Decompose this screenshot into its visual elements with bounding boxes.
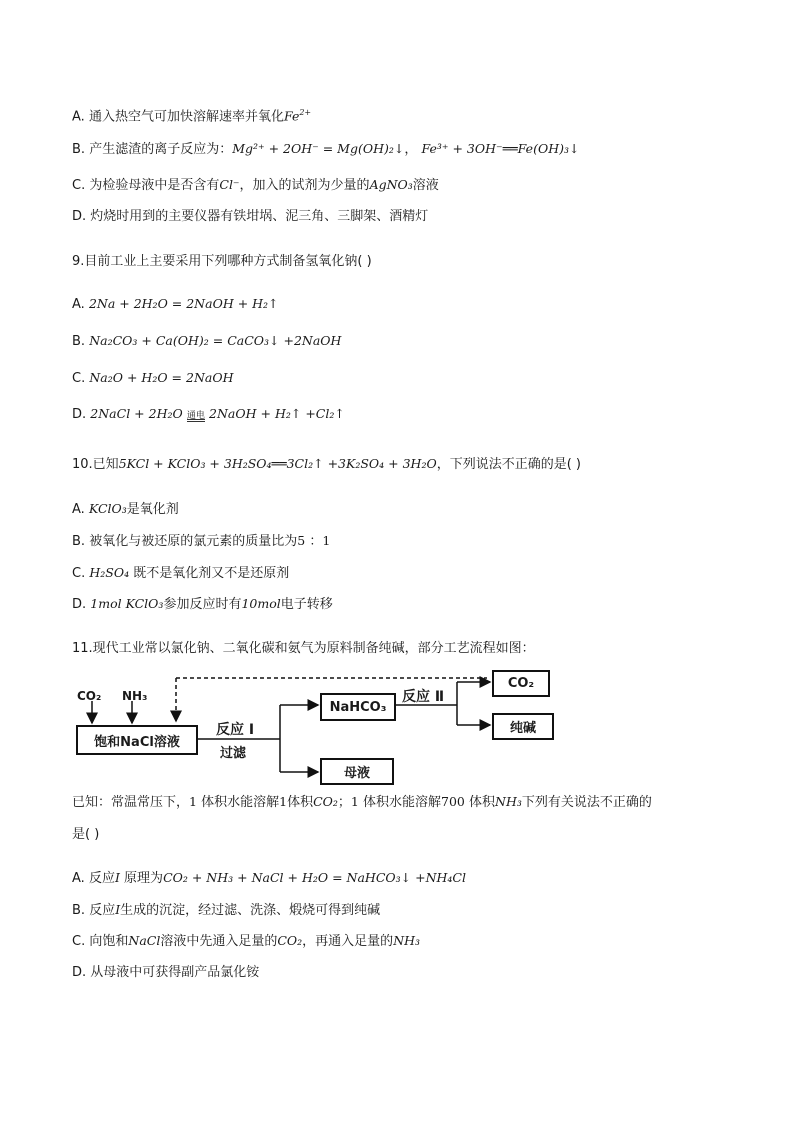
electrolysis-condition: 通电 <box>186 411 205 421</box>
q9-option-c: C. Na₂O + H₂O = 2NaOH <box>72 370 234 386</box>
q9-option-b: B. Na₂CO₃ + Ca(OH)₂ = CaCO₃↓ +2NaOH <box>72 333 342 349</box>
q11-option-c: C. 向饱和NaCl溶液中先通入足量的CO₂，再通入足量的NH₃ <box>72 933 421 949</box>
q10-option-a: A. KClO₃是氧化剂 <box>72 501 179 517</box>
nahco3-box: NaHCO₃ <box>320 693 396 721</box>
q8-option-b: B. 产生滤渣的离子反应为：Mg²⁺ + 2OH⁻ = Mg(OH)₂↓， Fe³⁺ + 3OH⁻══Fe(OH)₃↓ <box>72 141 580 157</box>
q8-option-d: D. 灼烧时用到的主要仪器有铁坩埚、泥三角、三脚架、酒精灯 <box>72 209 429 224</box>
filter-label: 过滤 <box>220 746 247 761</box>
q11-question: 是( ) <box>72 827 100 842</box>
q9-stem: 9.目前工业上主要采用下列哪种方式制备氢氧化钠( ) <box>72 254 372 269</box>
co2-output-box: CO₂ <box>492 670 550 697</box>
q11-stem: 11.现代工业常以氯化钠、二氧化碳和氨气为原料制备纯碱，部分工艺流程如图： <box>72 641 535 656</box>
q11-option-a: A. 反应I 原理为CO₂ + NH₃ + NaCl + H₂O = NaHCO₃↓ +NH₄Cl <box>72 870 466 886</box>
soda-ash-box: 纯碱 <box>492 713 554 740</box>
reaction-1-label: 反应 Ⅰ <box>216 722 255 738</box>
co2-input-label: CO₂ <box>77 689 102 703</box>
q11-option-d: D. 从母液中可获得副产品氯化铵 <box>72 965 260 980</box>
q11-option-b: B. 反应I生成的沉淀，经过滤、洗涤、煅烧可得到纯碱 <box>72 902 381 918</box>
q9-option-a: A. 2Na + 2H₂O = 2NaOH + H₂↑ <box>72 296 279 312</box>
saturated-nacl-box: 饱和NaCl溶液 <box>76 725 198 755</box>
mother-liquor-box: 母液 <box>320 758 394 785</box>
q9-option-d: D. 2NaCl + 2H₂O 通电 2NaOH + H₂↑ +Cl₂↑ <box>72 405 345 425</box>
process-flow-diagram <box>72 665 572 785</box>
reaction-2-label: 反应 Ⅱ <box>402 689 445 705</box>
q8-option-a: A. 通入热空气可加快溶解速率并氧化$Fe^{2+}$ <box>72 108 312 125</box>
q10-stem: 10.已知5KCl + KClO₃ + 3H₂SO₄══3Cl₂↑ +3K₂SO₄ + 3H₂O，下列说法不正确的是( ) <box>72 456 581 472</box>
nh3-input-label: NH₃ <box>122 689 148 703</box>
q10-option-d: D. 1mol KClO₃参加反应时有10mol电子转移 <box>72 596 333 612</box>
q11-known-conditions: 已知：常温常压下，1 体积水能溶解1体积CO₂；1 体积水能溶解700 体积NH₃下列有关说法不正确的 <box>72 794 652 810</box>
q10-option-c: C. H₂SO₄ 既不是氧化剂又不是还原剂 <box>72 565 290 581</box>
q8-option-c: C. 为检验母液中是否含有Cl⁻，加入的试剂为少量的AgNO₃溶液 <box>72 177 439 193</box>
q10-option-b: B. 被氧化与被还原的氯元素的质量比为5 ：1 <box>72 533 331 549</box>
